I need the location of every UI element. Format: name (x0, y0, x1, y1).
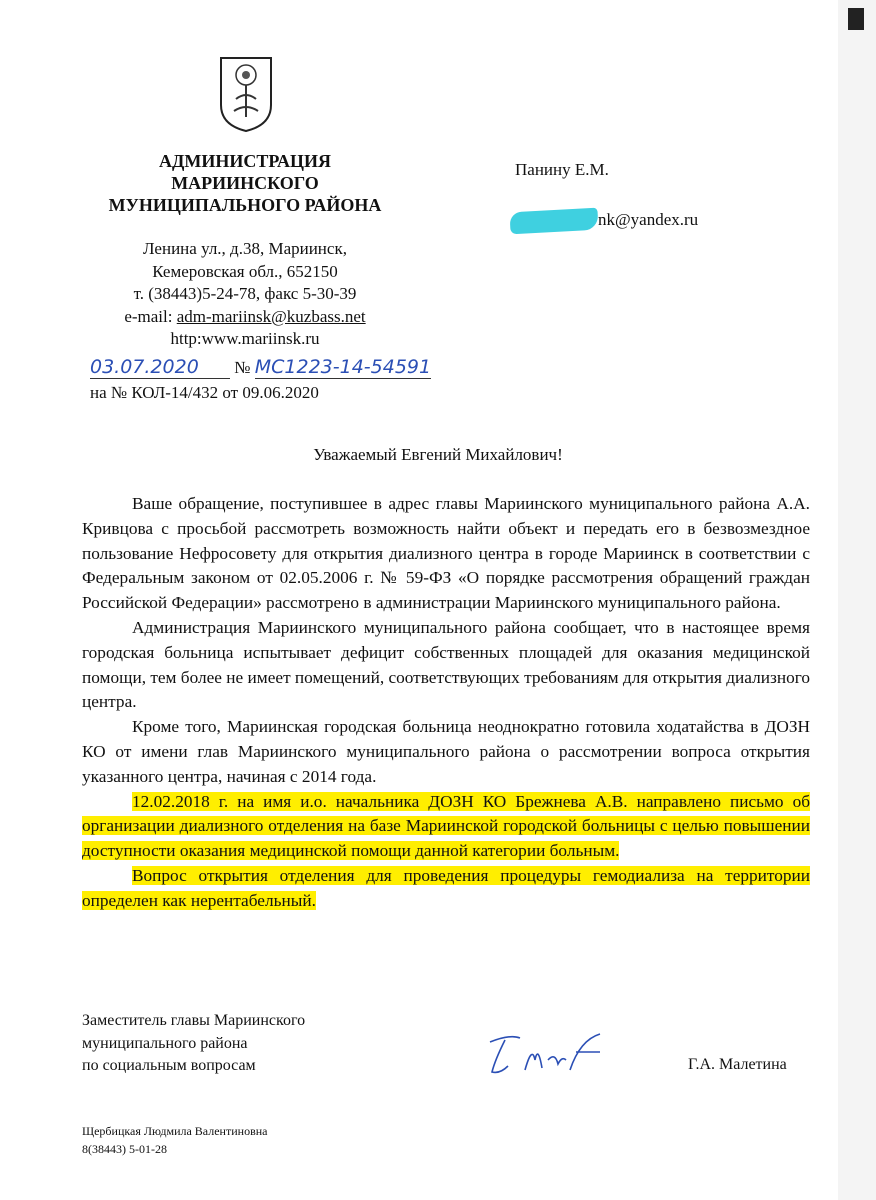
phone-line: т. (38443)5-24-78, факс 5-30-39 (133, 284, 357, 303)
executor-phone: 8(38443) 5-01-28 (82, 1142, 167, 1156)
paragraph: Администрация Мариинского муниципального района сообщает, что в настоящее время городская больница испытывает дефицит собственных площадей для оказания медицинской помощи, тем более не имеет помещений, соответствующих требованиям для открытия диализного центра. (82, 617, 811, 712)
highlighted-paragraph: Вопрос открытия отделения для проведения процедуры гемодиализа на территории определен как нерентабельный. (82, 865, 810, 910)
recipient-name: Панину Е.М. (515, 160, 609, 179)
executor-name: Щербицкая Людмила Валентиновна (82, 1124, 268, 1138)
website: http:www.mariinsk.ru (170, 329, 320, 348)
signatory-position (82, 1010, 305, 1078)
letter-body (82, 492, 810, 914)
address-line: Кемеровская обл., 652150 (152, 261, 338, 281)
registration-line (90, 356, 431, 379)
org-line: МАРИИНСКОГО (171, 173, 319, 193)
address-line: Ленина ул., д.38, Мариинск, (143, 239, 347, 258)
registration-date: 03.07.2020 (90, 356, 230, 379)
email-link[interactable]: adm-mariinsk@kuzbass.net (176, 306, 366, 326)
organization-name (70, 150, 420, 216)
reply-reference: на № КОЛ-14/432 от 09.06.2020 (90, 383, 319, 402)
scrollbar-thumb[interactable] (848, 8, 864, 30)
org-line: МУНИЦИПАЛЬНОГО РАЙОНА (108, 195, 382, 215)
paragraph: Ваше обращение, поступившее в адрес главы Мариинского муниципального района А.А. Кривцова с просьбой рассмотреть возможность найти объект и передать его в безвозмездное пользование Нефросовету для открытия диализного центра в городе Мариинск в соответствии с Федеральным законом от 02.05.2006 г. № 59-ФЗ «О порядке рассмотрения обращений граждан Российской Федерации» рассмотрено в администрации Мариинского муниципального района. (82, 494, 810, 613)
greeting: Уважаемый Евгений Михайлович! (313, 445, 563, 464)
recipient-email-text: nk@yandex.ru (598, 210, 699, 229)
recipient-email (510, 210, 698, 232)
position-line: Заместитель главы Мариинского (82, 1012, 306, 1029)
position-line: по социальным вопросам (82, 1057, 256, 1074)
scrollbar[interactable] (838, 0, 876, 1200)
position-line: муниципального района (82, 1034, 248, 1052)
executor-info (82, 1122, 267, 1158)
number-sign: № (234, 358, 251, 377)
signatory-name: Г.А. Малетина (688, 1056, 787, 1073)
redaction-blob (509, 208, 598, 235)
org-line: АДМИНИСТРАЦИЯ (158, 151, 332, 171)
handwritten-signature (480, 1030, 620, 1080)
coat-of-arms-icon (218, 55, 274, 133)
paragraph: Кроме того, Мариинская городская больница неоднократно готовила ходатайства в ДОЗН КО от имени глав Мариинского муниципального района о рассмотрении вопроса открытия указанного центра, начиная с 2014 года. (82, 717, 810, 786)
organization-address (70, 238, 420, 351)
highlighted-paragraph: 12.02.2018 г. на имя и.о. начальника ДОЗН КО Брежнева А.В. направлено письмо об организации диализного отделения на базе Мариинской городской больницы с целью повышении доступности оказания медицинской помощи данной категории больным. (82, 791, 810, 861)
email-label: e-mail: (124, 306, 177, 326)
registration-number: МС1223-14-54591 (254, 356, 432, 378)
